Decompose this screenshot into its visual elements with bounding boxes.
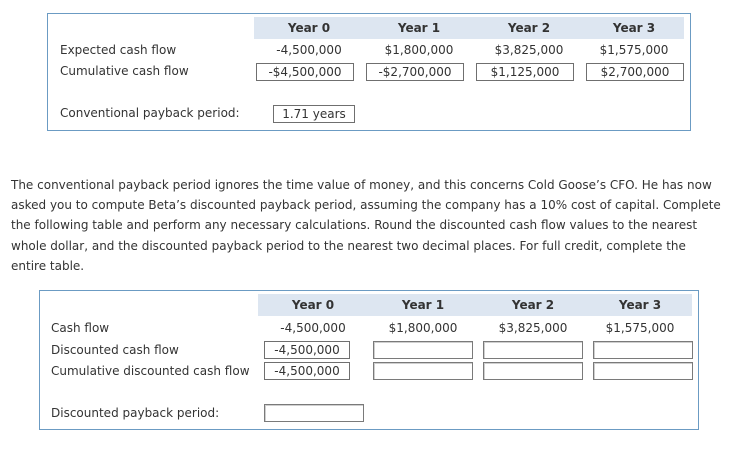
cumulative-discounted-cash-flow-year1-input[interactable] xyxy=(373,362,473,380)
table1-header-row xyxy=(254,17,684,39)
conventional-payback-value: 1.71 years xyxy=(273,105,355,123)
cumulative-discounted-cash-flow-year3-input[interactable] xyxy=(593,362,693,380)
cash-flow-year0: -4,500,000 xyxy=(280,321,346,335)
table2-header-row xyxy=(258,294,692,316)
discounted-cash-flow-year1-input[interactable] xyxy=(373,341,473,359)
conventional-payback-label: Conventional payback period: xyxy=(60,106,240,120)
table1-header-year1: Year 1 xyxy=(397,21,441,35)
cumulative-discounted-cash-flow-year2-input[interactable] xyxy=(483,362,583,380)
table2-header-year1: Year 1 xyxy=(401,298,445,312)
row-label-expected-cash-flow: Expected cash flow xyxy=(60,43,177,57)
table1-header-year2: Year 2 xyxy=(507,21,551,35)
discounted-cash-flow-year0: -4,500,000 xyxy=(264,341,350,359)
discounted-payback-table xyxy=(39,290,699,430)
cash-flow-year3: $1,575,000 xyxy=(605,321,675,335)
row-label-cumulative-cash-flow: Cumulative cash flow xyxy=(60,64,189,78)
table2-header-year2: Year 2 xyxy=(511,298,555,312)
expected-cash-flow-year1: $1,800,000 xyxy=(384,43,454,57)
cumulative-cash-flow-year3: $2,700,000 xyxy=(586,63,684,81)
expected-cash-flow-year2: $3,825,000 xyxy=(494,43,564,57)
row-label-discounted-cash-flow: Discounted cash flow xyxy=(51,343,179,357)
cash-flow-year1: $1,800,000 xyxy=(388,321,458,335)
discounted-cash-flow-year2-input[interactable] xyxy=(483,341,583,359)
expected-cash-flow-year0: -4,500,000 xyxy=(276,43,342,57)
discounted-payback-period-input[interactable] xyxy=(264,404,364,422)
cumulative-discounted-cash-flow-year0: -4,500,000 xyxy=(264,362,350,380)
expected-cash-flow-year3: $1,575,000 xyxy=(599,43,669,57)
cumulative-cash-flow-year0: -$4,500,000 xyxy=(256,63,354,81)
table1-header-year0: Year 0 xyxy=(287,21,331,35)
cash-flow-year2: $3,825,000 xyxy=(498,321,568,335)
table2-header-year0: Year 0 xyxy=(291,298,335,312)
cumulative-cash-flow-year2: $1,125,000 xyxy=(476,63,574,81)
instructions-paragraph: The conventional payback period ignores the time value of money, and this concerns Cold Goose’s CFO. He has now asked you to compute Beta’s discounted payback period, assuming the company has a 10% cost of capital. Complete the following table and perform any necessary calculations. Round the discounted cash flow values to the nearest whole dollar, and the discounted payback period to the nearest two decimal places. For full credit, complete the entire table. xyxy=(11,178,721,273)
discounted-cash-flow-year3-input[interactable] xyxy=(593,341,693,359)
discounted-payback-label: Discounted payback period: xyxy=(51,406,220,420)
row-label-cumulative-discounted-cash-flow: Cumulative discounted cash flow xyxy=(51,364,250,378)
row-label-cash-flow: Cash flow xyxy=(51,321,110,335)
conventional-payback-table xyxy=(47,13,691,131)
table1-header-year3: Year 3 xyxy=(612,21,656,35)
cumulative-cash-flow-year1: -$2,700,000 xyxy=(366,63,464,81)
table2-header-year3: Year 3 xyxy=(618,298,662,312)
